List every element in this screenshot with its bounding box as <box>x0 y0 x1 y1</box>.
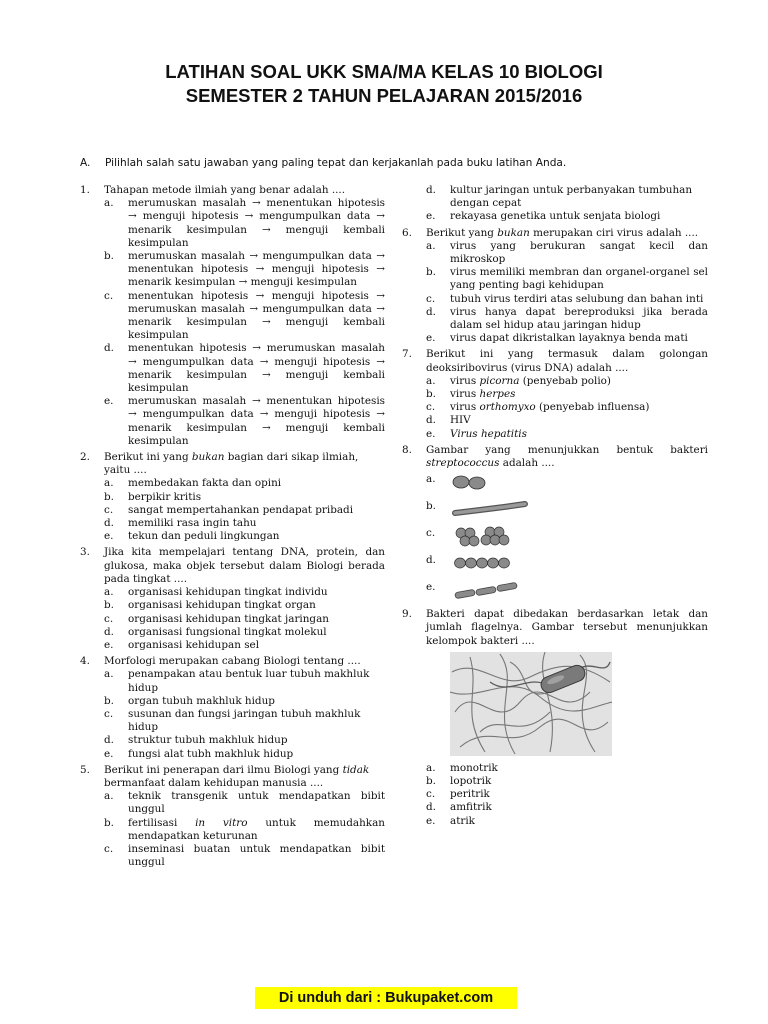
option-text: inseminasi buatan untuk mendapatkan bibit unggul <box>128 842 385 869</box>
option-d[interactable] <box>426 414 708 427</box>
option-letter: e. <box>104 638 114 651</box>
option-a[interactable] <box>104 790 385 816</box>
option-a[interactable] <box>104 197 385 250</box>
option-letter: a. <box>104 790 114 803</box>
option-a[interactable] <box>426 470 708 497</box>
question-number: 2. <box>80 451 90 464</box>
option-text: penampakan atau bentuk luar tubuh makhluk hidup <box>128 668 370 694</box>
option-b[interactable] <box>104 250 385 290</box>
option-text: monotrik <box>450 761 498 774</box>
option-letter: a. <box>104 197 114 210</box>
option-letter: c. <box>426 527 436 540</box>
option-text: fungsi alat tubh makhluk hidup <box>128 747 294 760</box>
option-letter: a. <box>104 586 114 599</box>
option-letter: a. <box>426 473 436 486</box>
option-c[interactable] <box>426 401 708 414</box>
question-stem: Tahapan metode ilmiah yang benar adalah .... <box>104 184 346 196</box>
option-b[interactable] <box>426 775 708 788</box>
option-e[interactable] <box>426 815 708 828</box>
option-d[interactable] <box>426 551 708 578</box>
option-c[interactable] <box>104 290 385 343</box>
option-letter: b. <box>104 599 114 612</box>
option-letter: d. <box>104 342 114 355</box>
option-letter: e. <box>426 581 436 594</box>
option-letter: b. <box>426 500 436 513</box>
option-letter: b. <box>426 775 436 788</box>
option-letter: b. <box>104 816 114 829</box>
option-text: sangat mempertahankan pendapat pribadi <box>128 503 354 516</box>
question-4 <box>80 655 385 761</box>
option-a[interactable] <box>104 477 385 490</box>
option-text: organisasi kehidupan tingkat individu <box>128 586 328 599</box>
option-text: organisasi kehidupan tingkat jaringan <box>128 612 329 625</box>
question-number: 6. <box>402 226 412 239</box>
download-source-link[interactable]: Di unduh dari : Bukupaket.com <box>255 987 517 1009</box>
question-number: 8. <box>402 443 412 456</box>
instruction-text: Pilihlah salah satu jawaban yang paling tepat dan kerjakanlah pada buku latihan Anda. <box>105 157 567 169</box>
option-letter: d. <box>426 184 436 196</box>
section-instruction <box>80 157 700 169</box>
option-c[interactable] <box>104 613 385 626</box>
option-e[interactable] <box>104 530 385 543</box>
option-text: struktur tubuh makhluk hidup <box>128 734 288 747</box>
option-text: rekayasa genetika untuk senjata biologi <box>450 210 661 223</box>
option-b[interactable] <box>104 817 385 843</box>
option-b[interactable] <box>426 497 708 524</box>
option-text: merumuskan masalah → menentukan hipotesis → menguji hipotesis → mengumpulkan data → menarik kesimpulan → menguji kembali kesimpulan <box>128 197 385 249</box>
page-title-line-1: LATIHAN SOAL UKK SMA/MA KELAS 10 BIOLOGI <box>165 61 603 82</box>
option-a[interactable] <box>104 586 385 599</box>
question-6 <box>402 227 708 346</box>
streptobacillus-image <box>452 578 532 602</box>
option-text: merumuskan masalah → menentukan hipotesis → mengumpulkan data → menguji hipotesis → menarik kesimpulan → menguji kembali kesimpulan <box>128 395 385 447</box>
option-c[interactable] <box>426 524 708 551</box>
question-3 <box>80 546 385 652</box>
option-letter: c. <box>426 788 436 801</box>
option-text: menentukan hipotesis → merumuskan masalah → mengumpulkan data → menguji hipotesis → menarik kesimpulan → menguji kembali kesimpulan <box>128 342 385 395</box>
question-7 <box>402 348 708 440</box>
option-letter: d. <box>426 305 436 318</box>
option-letter: d. <box>104 517 114 530</box>
option-text: virus dapat dikristalkan layaknya benda mati <box>450 332 688 345</box>
question-1 <box>80 184 385 448</box>
option-e[interactable] <box>426 578 708 605</box>
option-e[interactable] <box>104 748 385 761</box>
option-letter: d. <box>426 554 436 567</box>
option-text: peritrik <box>450 788 490 801</box>
option-text: susunan dan fungsi jaringan tubuh makhluk hidup <box>128 707 361 734</box>
option-letter: e. <box>426 210 436 223</box>
staphylococcus-image <box>452 524 532 548</box>
option-letter: b. <box>104 694 114 707</box>
left-column <box>80 184 385 872</box>
option-text: organisasi kehidupan sel <box>128 638 260 651</box>
diplococcus-image <box>452 470 532 494</box>
option-text: fertilisasi in vitro untuk memudahkan mendapatkan keturunan <box>128 816 385 842</box>
right-column <box>402 184 708 831</box>
option-d[interactable] <box>426 801 708 814</box>
option-text: memiliki rasa ingin tahu <box>128 517 257 530</box>
option-text: virus memiliki membran dan organel-organel sel yang penting bagi kehidupan <box>450 266 708 292</box>
option-text: organ tubuh makhluk hidup <box>128 694 275 707</box>
question-8 <box>402 444 708 605</box>
option-e[interactable] <box>104 639 385 652</box>
option-letter: b. <box>426 266 436 279</box>
option-letter: a. <box>426 374 436 387</box>
option-letter: c. <box>104 612 114 625</box>
section-label: A. <box>80 157 91 169</box>
option-e[interactable] <box>426 332 708 345</box>
page-title-line-2: SEMESTER 2 TAHUN PELAJARAN 2015/2016 <box>185 85 583 106</box>
question-number: 5. <box>80 763 90 776</box>
option-letter: e. <box>426 332 436 345</box>
option-text: berpikir kritis <box>128 490 202 503</box>
question-9 <box>402 608 708 828</box>
question-number: 9. <box>402 608 412 621</box>
option-text: HIV <box>450 414 471 427</box>
option-letter: e. <box>426 427 436 440</box>
option-text: tekun dan peduli lingkungan <box>128 530 280 543</box>
option-b[interactable] <box>426 266 708 292</box>
option-e[interactable] <box>402 210 708 223</box>
option-text: organisasi fungsional tingkat molekul <box>128 625 327 638</box>
option-text: Virus hepatitis <box>450 427 527 440</box>
streptococcus-chain-image <box>452 551 532 575</box>
option-c[interactable] <box>104 843 385 869</box>
option-c[interactable] <box>426 293 708 306</box>
option-b[interactable] <box>104 695 385 708</box>
option-letter: c. <box>426 401 436 414</box>
option-letter: c. <box>426 292 436 305</box>
option-c[interactable] <box>426 788 708 801</box>
option-text: virus yang berukuran sangat kecil dan mikroskop <box>450 239 708 266</box>
option-a[interactable] <box>426 762 708 775</box>
question-stem: Bakteri dapat dibedakan berdasarkan letak dan jumlah flagelnya. Gambar tersebut menunjukkan kelompok bakteri .... <box>426 608 708 647</box>
option-letter: d. <box>104 734 114 747</box>
option-letter: d. <box>104 625 114 638</box>
question-stem: Berikut ini yang bukan bagian dari sikap ilmiah, yaitu .... <box>104 451 359 477</box>
option-text: kultur jaringan untuk perbanyakan tumbuhan dengan cepat <box>450 184 693 210</box>
option-letter: e. <box>426 814 436 827</box>
option-text: merumuskan masalah → mengumpulkan data → menentukan hipotesis → menguji hipotesis → menarik kesimpulan → menguji kesimpulan <box>128 250 385 289</box>
option-text: organisasi kehidupan tingkat organ <box>128 599 316 612</box>
option-letter: a. <box>426 239 436 252</box>
option-b[interactable] <box>104 599 385 612</box>
question-number: 7. <box>402 348 412 361</box>
option-a[interactable] <box>426 375 708 388</box>
question-2 <box>80 451 385 543</box>
option-text: virus picorna (penyebab polio) <box>450 374 611 387</box>
question-stem: Jika kita mempelajari tentang DNA, protein, dan glukosa, maka objek tersebut dalam Biologi berada pada tingkat .... <box>104 546 385 585</box>
option-text: virus hanya dapat bereproduksi jika berada dalam sel hidup atau jaringan hidup <box>450 305 708 332</box>
question-stem: Morfologi merupakan cabang Biologi tentang .... <box>104 655 361 668</box>
question-stem: Gambar yang menunjukkan bentuk bakteri streptococcus adalah .... <box>426 443 708 470</box>
option-a[interactable] <box>426 240 708 266</box>
option-letter: d. <box>426 801 436 814</box>
flagellated-bacterium-micrograph <box>450 652 612 756</box>
question-number: 3. <box>80 546 90 559</box>
option-letter: c. <box>104 503 114 516</box>
option-letter: e. <box>104 747 114 760</box>
option-d[interactable] <box>426 306 708 332</box>
question-5 <box>80 764 385 870</box>
option-a[interactable] <box>104 668 385 694</box>
option-text: membedakan fakta dan opini <box>128 477 282 490</box>
option-b[interactable] <box>104 491 385 504</box>
question-number: 1. <box>80 184 90 196</box>
option-letter: b. <box>426 388 436 401</box>
option-c[interactable] <box>104 708 385 734</box>
option-e[interactable] <box>426 428 708 441</box>
option-letter: c. <box>104 842 114 855</box>
option-text: virus orthomyxo (penyebab influensa) <box>450 401 650 414</box>
option-d[interactable] <box>104 342 385 395</box>
option-text: teknik transgenik untuk mendapatkan bibit unggul <box>128 790 385 816</box>
option-text: lopotrik <box>450 775 492 788</box>
option-b[interactable] <box>426 388 708 401</box>
bacillus-chain-image <box>452 497 532 521</box>
option-text: virus herpes <box>450 388 516 401</box>
question-stem: Berikut yang bukan merupakan ciri virus adalah .... <box>426 226 699 239</box>
option-letter: a. <box>426 761 436 774</box>
option-text: menentukan hipotesis → menguji hipotesis → merumuskan masalah → mengumpulkan data → menarik kesimpulan → menguji kembali kesimpulan <box>128 289 385 342</box>
option-d[interactable] <box>104 517 385 530</box>
question-number: 4. <box>80 655 90 668</box>
option-c[interactable] <box>104 504 385 517</box>
option-text: atrik <box>450 814 475 827</box>
option-e[interactable] <box>104 395 385 448</box>
option-letter: b. <box>104 250 114 263</box>
option-letter: e. <box>104 530 114 543</box>
option-letter: e. <box>104 395 114 408</box>
question-stem: Berikut ini yang termasuk dalam golongan deoksiribovirus (virus DNA) adalah .... <box>426 348 708 374</box>
option-text: amfitrik <box>450 801 492 814</box>
option-letter: a. <box>104 668 114 681</box>
question-stem: Berikut ini penerapan dari ilmu Biologi yang tidak bermanfaat dalam kehidupan manusia .... <box>104 763 370 789</box>
option-letter: d. <box>426 414 436 427</box>
option-d[interactable] <box>104 626 385 639</box>
option-d[interactable] <box>104 734 385 747</box>
option-text: tubuh virus terdiri atas selubung dan bahan inti <box>450 292 704 305</box>
option-letter: b. <box>104 490 114 503</box>
option-letter: c. <box>104 707 114 720</box>
option-letter: a. <box>104 477 114 490</box>
option-letter: c. <box>104 289 114 302</box>
option-d[interactable] <box>402 184 708 210</box>
